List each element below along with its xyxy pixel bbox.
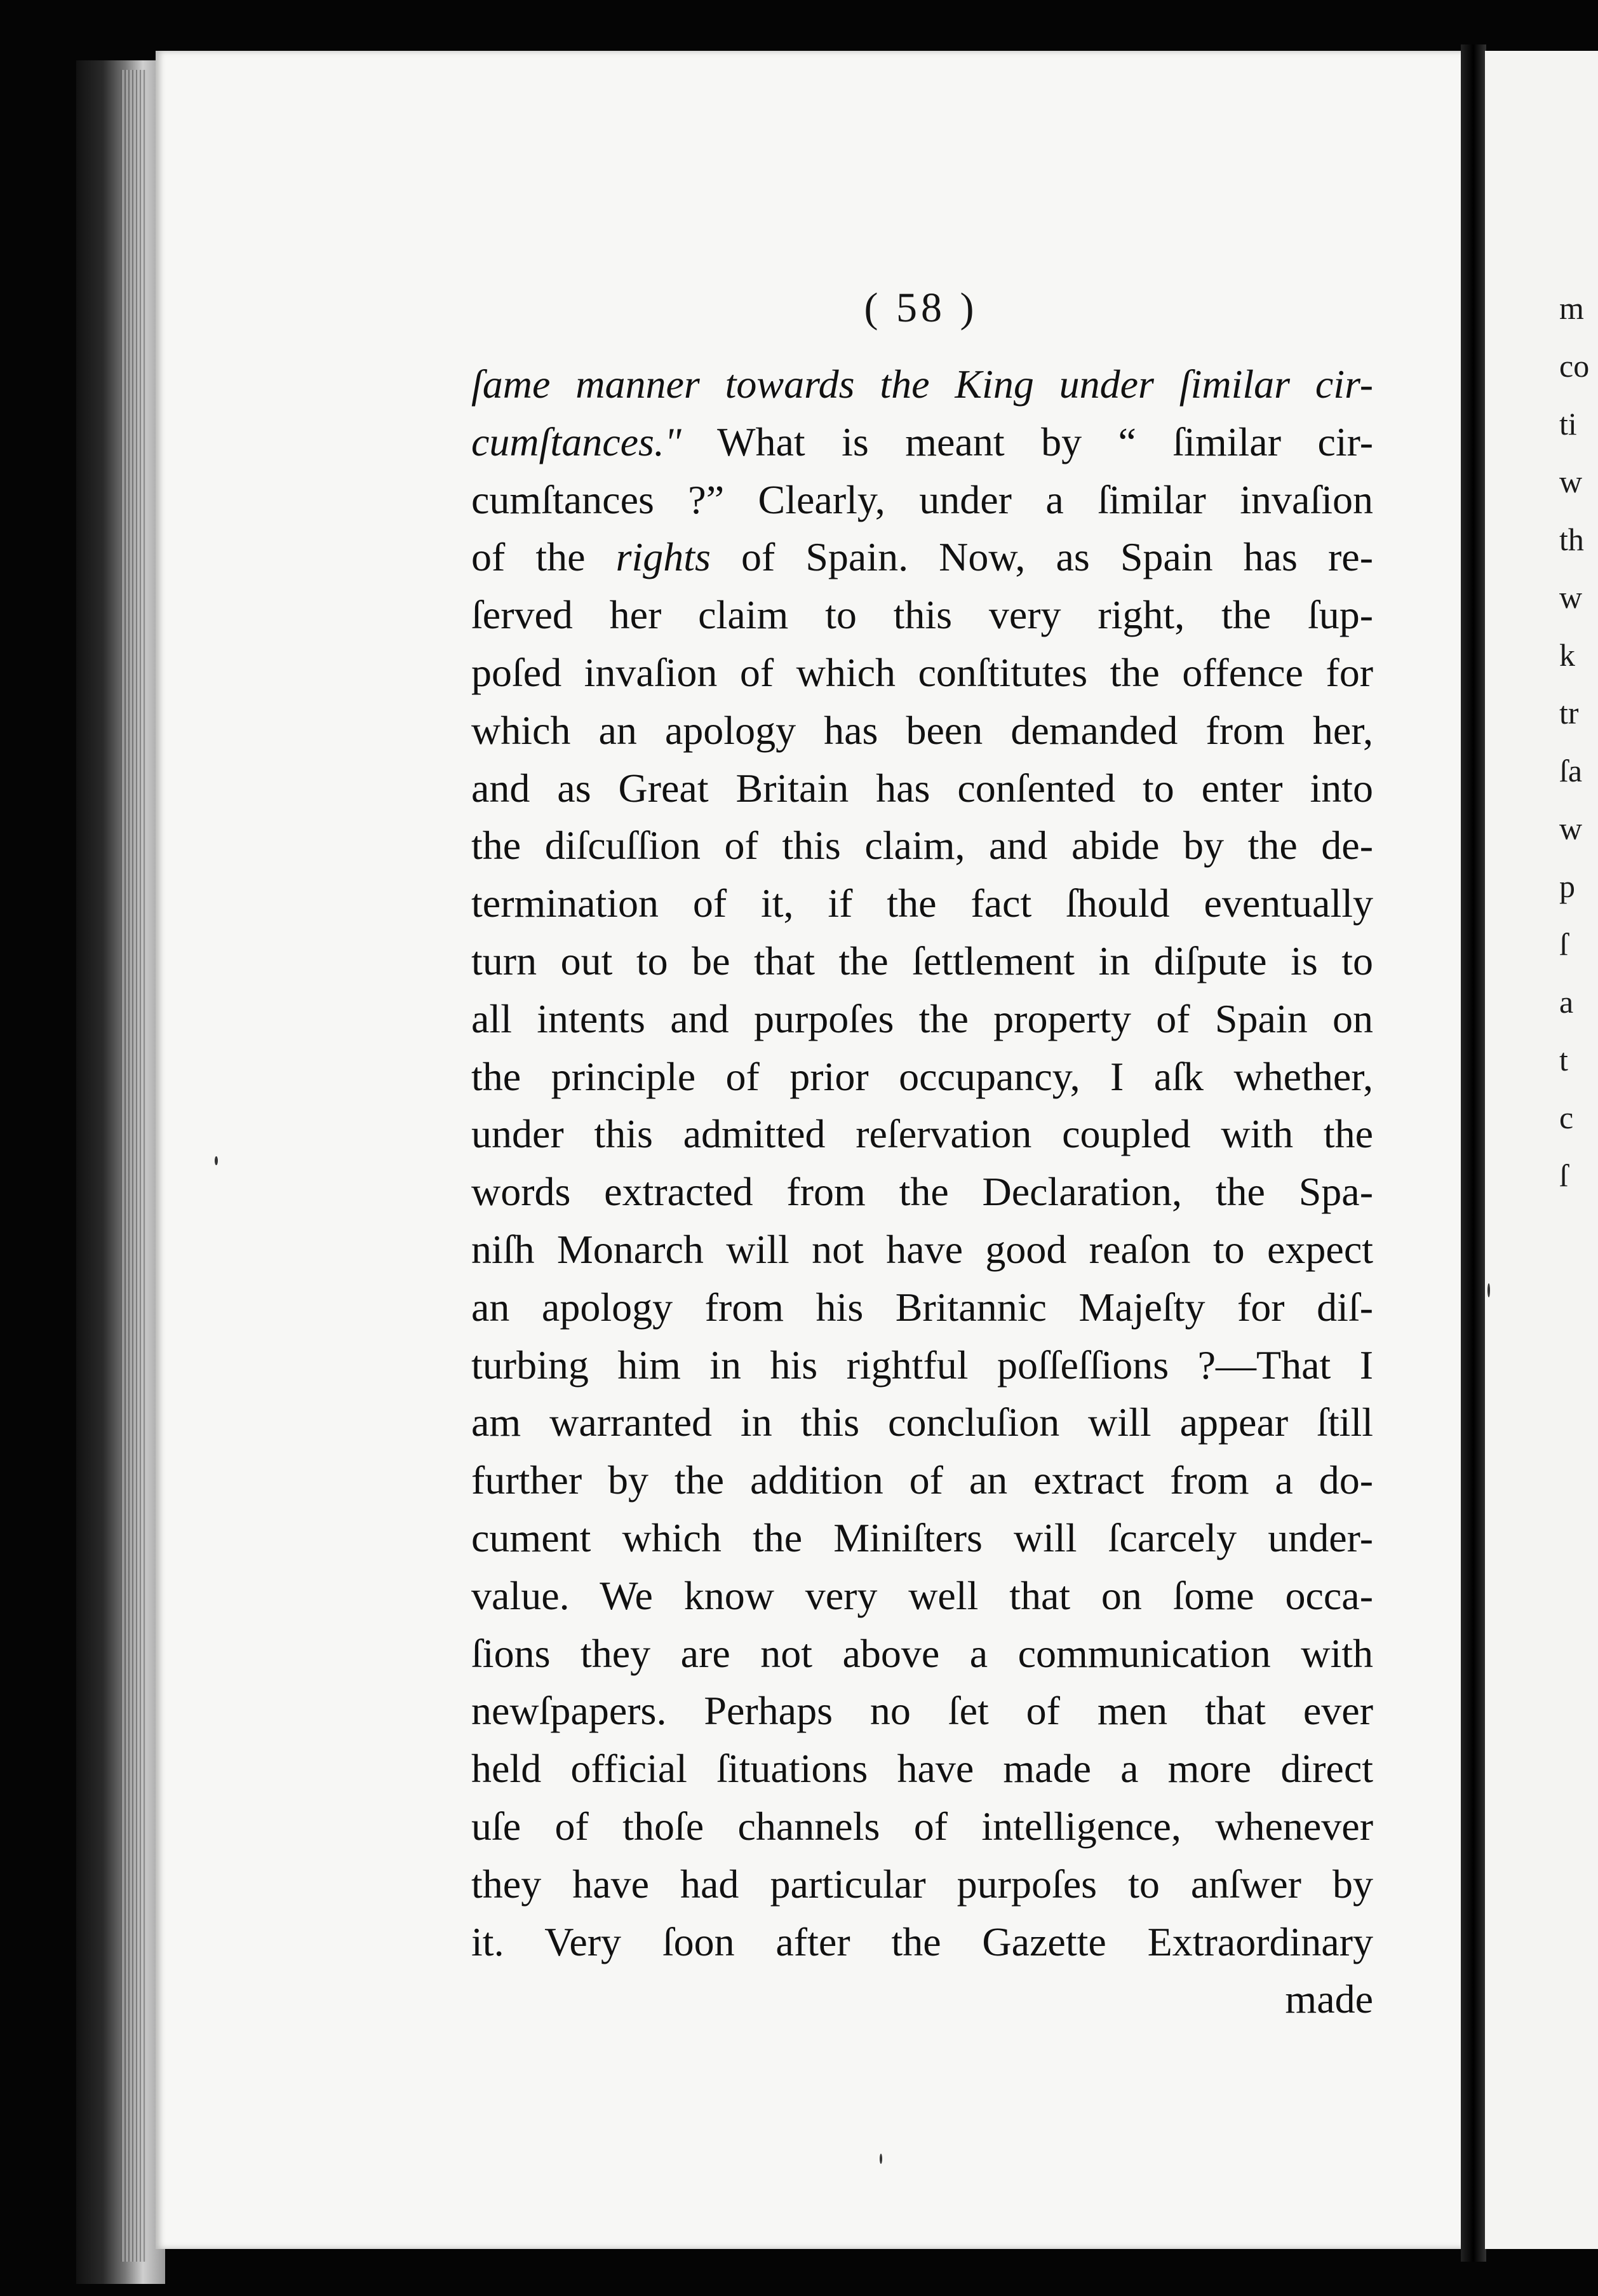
facing-fragment: w	[1559, 464, 1583, 499]
facing-fragment: p	[1559, 868, 1575, 904]
text-line	[471, 1567, 1373, 1625]
text-run: the principle of prior occupancy, I aſk whether,	[471, 1053, 1373, 1099]
text-run: under this admitted reſervation coupled with the	[471, 1111, 1373, 1157]
text-run: further by the addition of an extract from a do-	[471, 1457, 1373, 1503]
text-run: they have had particular purpoſes to anſwer by	[471, 1861, 1373, 1907]
text-line	[471, 1740, 1373, 1798]
text-run: cument which the Miniſters will ſcarcely under-	[471, 1515, 1373, 1560]
text-run: an apology from his Britannic Majeſty for diſ-	[471, 1284, 1373, 1330]
facing-fragment: m	[1559, 290, 1584, 326]
page-edges	[121, 70, 146, 2262]
text-run: held official ſituations have made a more direct	[471, 1746, 1373, 1792]
text-line	[471, 760, 1373, 818]
text-line	[471, 1509, 1373, 1567]
facing-fragment: co	[1559, 348, 1590, 384]
text-run: termination of it, if the fact ſhould eventually	[471, 881, 1373, 926]
facing-fragment: c	[1559, 1100, 1574, 1135]
text-line	[471, 1856, 1373, 1914]
text-run: turn out to be that the ſettlement in diſpute is to	[471, 938, 1373, 983]
text-run: ſerved her claim to this very right, the ſup-	[471, 592, 1373, 638]
text-line	[471, 1914, 1373, 1971]
text-run: the diſcuſſion of this claim, and abide by the de-	[471, 823, 1373, 868]
text-line	[471, 702, 1373, 760]
text-run: of Spain. Now, as Spain has re-	[710, 534, 1373, 580]
italic-text: ſame manner towards the King under ſimilar cir-	[471, 361, 1373, 407]
text-line	[471, 356, 1373, 414]
text-line	[471, 1625, 1373, 1683]
text-run: of the	[471, 534, 616, 580]
facing-fragment: ſa	[1559, 753, 1583, 788]
text-line	[471, 1798, 1373, 1856]
italic-text: rights	[615, 534, 711, 580]
text-run: value. We know very well that on ſome occa-	[471, 1572, 1373, 1618]
italic-text: cumſtances."	[471, 419, 682, 464]
text-run: it. Very ſoon after the Gazette Extraordinary	[471, 1919, 1373, 1964]
catchword: made	[1285, 1976, 1373, 2022]
text-line	[471, 586, 1373, 644]
facing-fragment: ſ	[1559, 1158, 1568, 1193]
facing-fragment: ſ	[1559, 926, 1568, 962]
text-line	[471, 1048, 1373, 1106]
facing-fragment: k	[1559, 637, 1575, 673]
facing-fragment: t	[1559, 1042, 1568, 1077]
text-line	[471, 875, 1373, 933]
text-line	[471, 529, 1373, 586]
page-number: ( 58 )	[864, 285, 978, 331]
facing-fragment: w	[1559, 811, 1583, 846]
facing-fragment: w	[1559, 579, 1583, 615]
text-line	[471, 1394, 1373, 1452]
text-line	[471, 471, 1373, 529]
text-line	[471, 1221, 1373, 1279]
body-text	[471, 356, 1373, 2029]
text-run: all intents and purpoſes the property of Spain on	[471, 996, 1373, 1041]
facing-fragment: th	[1559, 522, 1584, 557]
text-line	[471, 933, 1373, 990]
text-line	[471, 1105, 1373, 1163]
text-run: turbing him in his rightful poſſeſſions ?—That I	[471, 1342, 1373, 1388]
facing-fragment: a	[1559, 984, 1574, 1020]
text-line	[471, 817, 1373, 875]
text-run: and as Great Britain has conſented to enter into	[471, 765, 1373, 811]
text-line	[471, 1337, 1373, 1394]
text-line	[471, 644, 1373, 702]
text-run: cumſtances ?” Clearly, under a ſimilar invaſion	[471, 476, 1373, 522]
text-run: ſions they are not above a communication with	[471, 1630, 1373, 1676]
scan-speck	[1487, 1283, 1490, 1297]
text-run: poſed invaſion of which conſtitutes the offence for	[471, 649, 1373, 695]
facing-fragment: tr	[1559, 695, 1579, 731]
scan-speck	[880, 2154, 882, 2164]
text-run: niſh Monarch will not have good reaſon to expect	[471, 1226, 1373, 1272]
text-run: newſpapers. Perhaps no ſet of men that ever	[471, 1688, 1373, 1734]
text-run: What is meant by “ ſimilar cir-	[681, 419, 1373, 464]
book-gutter	[1461, 44, 1486, 2262]
text-line	[471, 1163, 1373, 1221]
text-line	[471, 1279, 1373, 1337]
facing-fragment: ti	[1559, 406, 1577, 442]
text-run: uſe of thoſe channels of intelligence, whenever	[471, 1803, 1373, 1849]
scan-speck	[215, 1156, 218, 1165]
text-run: which an apology has been demanded from her,	[471, 707, 1373, 753]
text-line	[471, 414, 1373, 471]
text-line	[471, 990, 1373, 1048]
text-run: am warranted in this concluſion will appear ſtill	[471, 1400, 1373, 1445]
text-run: words extracted from the Declaration, the Spa-	[471, 1169, 1373, 1215]
text-line	[471, 1682, 1373, 1740]
text-line	[471, 1452, 1373, 1509]
